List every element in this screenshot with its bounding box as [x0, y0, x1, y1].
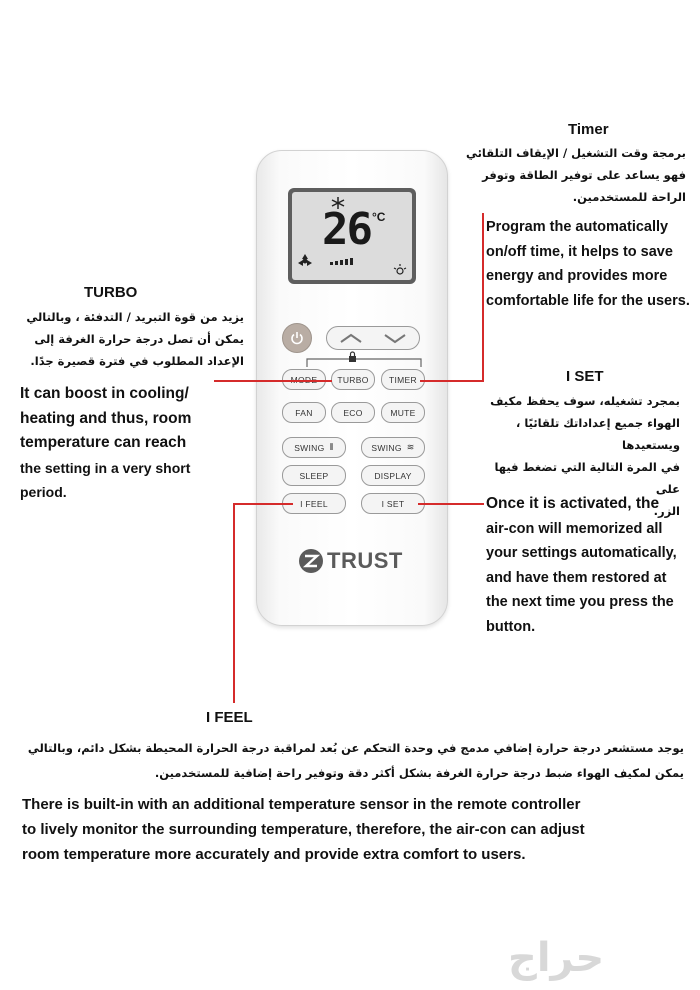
iset-title: I SET — [566, 368, 604, 385]
temp-arrows-button[interactable] — [326, 326, 420, 350]
turbo-english-line: temperature can reach — [20, 434, 187, 451]
child-lock-bracket — [305, 351, 425, 369]
power-icon — [290, 331, 304, 345]
arrows-icon — [327, 327, 419, 349]
turbo-arabic-line: يمكن أن تصل درجة حرارة الغرفة إلى — [34, 332, 244, 346]
iset-english-line: Once it is activated, the — [486, 495, 660, 512]
turbo-arabic-line: الإعداد المطلوب في فترة قصيرة جدًا. — [30, 354, 244, 368]
timer-english-line: Program the automatically — [486, 219, 669, 235]
ifeel-english-line: to lively monitor the surrounding temperature, therefore, the air-con can adjust — [22, 821, 585, 838]
ifeel-title: I FEEL — [206, 709, 253, 726]
ifeel-english-line: There is built-in with an additional temperature sensor in the remote controller — [22, 796, 581, 813]
brand-z-icon — [298, 548, 324, 574]
timer-arabic-line: برمجة وقت التشغيل / الإيقاف التلقائي — [465, 146, 686, 160]
timer-arabic — [456, 142, 686, 208]
mute-button[interactable]: MUTE — [381, 402, 425, 423]
iset-arabic-line: الهواء جميع إعداداتك تلقائيًا ، ويستعيدها — [515, 416, 680, 452]
turbo-english — [20, 382, 191, 505]
timer-english-line: energy and provides more — [486, 268, 668, 284]
light-icon — [394, 264, 406, 274]
turbo-english-line: period. — [20, 484, 67, 500]
swing-horizontal-button[interactable] — [361, 437, 425, 458]
ifeel-callout-line — [233, 503, 235, 703]
iset-english — [486, 492, 677, 639]
swing-vertical-icon: ⦀ — [329, 442, 334, 452]
fan-button[interactable]: FAN — [282, 402, 326, 423]
timer-english — [486, 215, 690, 313]
brand-name: TRUST — [327, 548, 403, 573]
turbo-arabic-line: يزيد من قوة التبريد / التدفئة ، وبالتالي — [26, 310, 244, 324]
display-button[interactable]: DISPLAY — [361, 465, 425, 486]
turbo-callout-line — [214, 380, 332, 382]
turbo-english-line: the setting in a very short — [20, 459, 191, 476]
ifeel-arabic-line: يوجد مستشعر درجة حرارة إضافي مدمج في وحدة التحكم عن بُعد لمراقبة درجة الحرارة المحيطة بشكل دائم، وبالتالي — [27, 741, 684, 755]
swing-horizontal-icon: ≋ — [406, 442, 415, 452]
lock-icon — [349, 352, 356, 362]
ifeel-english-line: room temperature more accurately and provide extra comfort to users. — [22, 846, 526, 863]
iset-arabic-line: الزر. — [653, 504, 680, 518]
ifeel-english — [22, 792, 585, 867]
ifeel-arabic — [14, 736, 684, 786]
sleep-button[interactable]: SLEEP — [282, 465, 346, 486]
ifeel-callout-line — [233, 503, 293, 505]
iset-button[interactable]: I SET — [361, 493, 425, 514]
swing-horizontal-label: SWING — [371, 442, 402, 453]
iset-english-line: your settings automatically, — [486, 545, 677, 561]
fan-speed-icon — [298, 254, 312, 266]
iset-english-line: the next time you press the — [486, 594, 674, 610]
ifeel-button[interactable]: I FEEL — [282, 493, 346, 514]
swing-vertical-label: SWING — [294, 442, 325, 453]
timer-english-line: on/off time, it helps to save — [486, 243, 673, 260]
iset-arabic-line: بمجرد تشغيله، سوف يحفظ مكيف — [490, 394, 680, 408]
timer-arabic-line: الراحة للمستخدمين. — [572, 190, 686, 204]
lcd-temperature: 26 — [322, 204, 371, 255]
iset-english-line: air-con will memorized all — [486, 520, 663, 537]
swing-vertical-button[interactable] — [282, 437, 346, 458]
timer-button[interactable]: TIMER — [381, 369, 425, 390]
fan-speed-bars-icon — [330, 258, 353, 265]
ifeel-arabic-line: يمكن لمكيف الهواء ضبط درجة حرارة الغرفة بشكل أكثر دقة وتوفير راحة إضافية للمستخدمين. — [154, 766, 684, 780]
timer-arabic-line: فهو يساعد على توفير الطاقة وتوفر — [482, 168, 686, 182]
timer-title: Timer — [568, 121, 609, 138]
turbo-button[interactable]: TURBO — [331, 369, 375, 390]
iset-arabic-line: في المرة التالية التي تضغط فيها على — [494, 460, 680, 496]
lcd-unit: °C — [372, 210, 386, 224]
iset-english-line: button. — [486, 618, 536, 635]
power-button[interactable] — [282, 323, 312, 353]
turbo-title: TURBO — [84, 284, 138, 301]
timer-callout-line — [482, 213, 484, 381]
turbo-english-line: heating and thus, room — [20, 409, 192, 427]
brand-logo — [298, 548, 403, 574]
watermark: حراج — [508, 935, 605, 981]
timer-callout-line — [420, 380, 484, 382]
turbo-arabic — [12, 306, 244, 372]
timer-english-line: comfortable life for the users. — [486, 292, 690, 309]
iset-callout-line — [418, 503, 484, 505]
eco-button[interactable]: ECO — [331, 402, 375, 423]
turbo-english-line: It can boost in cooling/ — [20, 385, 189, 402]
iset-english-line: and have them restored at — [486, 569, 667, 586]
